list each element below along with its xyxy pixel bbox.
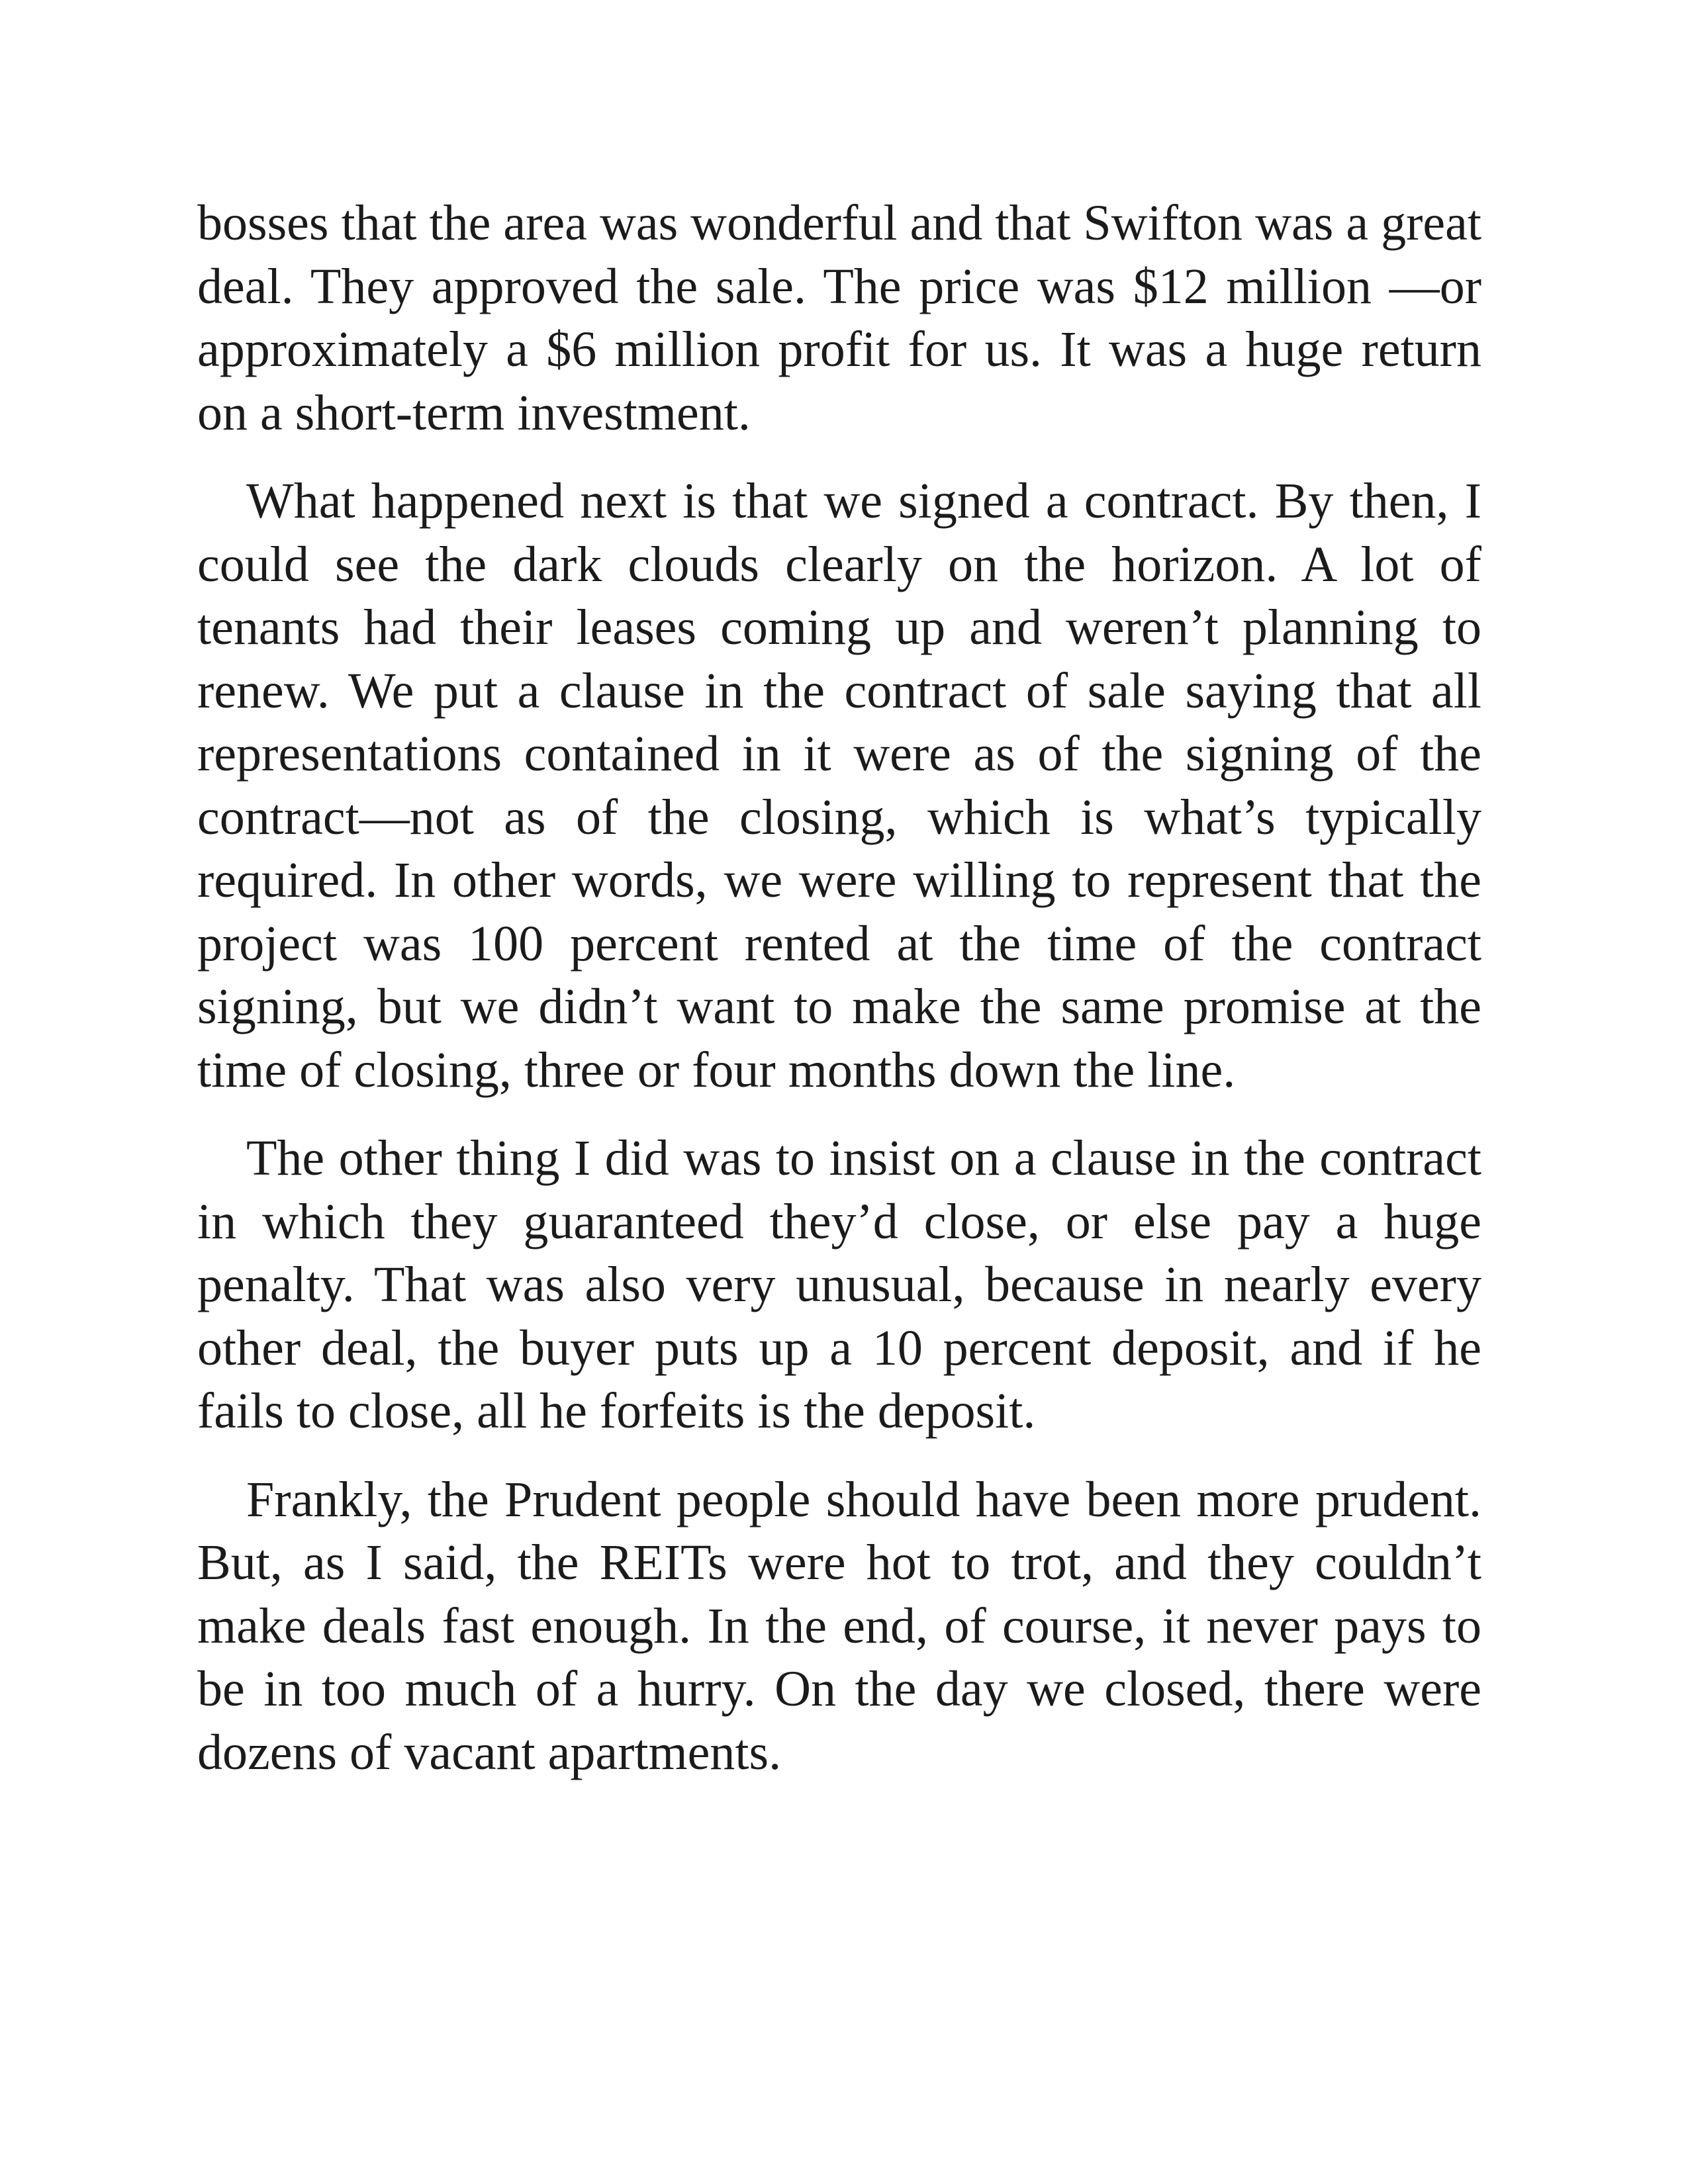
paragraph: Frankly, the Prudent people should have been more prudent. But, as I said, the REITs were hot to trot, and they couldn’t make deals fast enough. In the end, of course, it never pays to be in too much of a hurry. On the day we closed, there were dozens of vacant apartments. <box>197 1471 1481 1780</box>
paragraph-continued: bosses that the area was wonderful and that Swifton was a great deal. They approved the sale. The price was $12 million —or approximately a $6 million profit for us. It was a huge return on a short-term investment. <box>197 195 1481 441</box>
paragraph: What happened next is that we signed a contract. By then, I could see the dark clouds clearly on the horizon. A lot of tenants had their leases coming up and weren’t planning to renew. We put a clause in the contract of sale saying that all representations contained in it were as of the signing of the contract—not as of the closing, which is what’s typically required. In other words, we were willing to represent that the project was 100 percent rented at the time of the contract signing, but we didn’t want to make the same promise at the time of closing, three or four months down the line. <box>197 473 1481 1098</box>
paragraph: The other thing I did was to insist on a clause in the contract in which they guaranteed they’d close, or else pay a huge penalty. That was also very unusual, because in nearly every other deal, the buyer puts up a 10 percent deposit, and if he fails to close, all he forfeits is the deposit. <box>197 1130 1481 1439</box>
body-text <box>197 192 1481 1809</box>
